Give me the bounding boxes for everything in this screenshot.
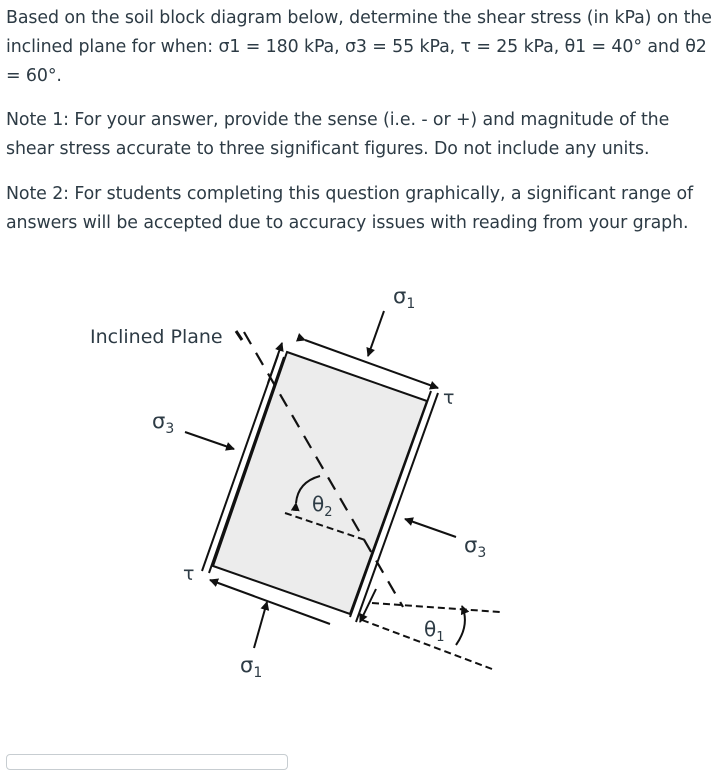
soil-block-diagram (0, 270, 719, 700)
answer-input[interactable] (6, 754, 288, 770)
question-note-1: Note 1: For your answer, provide the sense (i.e. - or +) and magnitude of the shear stress accurate to three significant figures. Do not include any units. (6, 110, 670, 159)
sigma3-arrow-left (185, 432, 234, 449)
sigma1-top-label: $\sigma_1$ (393, 284, 416, 312)
theta1-label: $\theta_1$ (424, 617, 445, 645)
sigma3-left-label: $\sigma_3$ (152, 409, 175, 437)
sigma3-right-label: $\sigma_3$ (464, 533, 487, 561)
tau-right-label: τ (443, 387, 455, 409)
inclined-plane-label: Inclined Plane (90, 326, 223, 348)
theta2-label: $\theta_2$ (312, 492, 333, 520)
question-note-2: Note 2: For students completing this question graphically, a significant range of answers will be accepted due to accuracy issues with reading from your graph. (6, 184, 694, 233)
sigma1-arrow-top (368, 311, 384, 356)
soil-block (213, 352, 427, 614)
theta1-arc (456, 606, 465, 645)
sigma3-arrow-right (405, 519, 456, 537)
theta1-reference-horizontal (372, 603, 500, 612)
question-text (6, 4, 716, 254)
sigma1-arrow-bottom (254, 602, 267, 648)
inclined-plane-pointer (236, 331, 242, 340)
question-intro: Based on the soil block diagram below, determine the shear stress (in kPa) on the inclined plane for when: σ1 = 180 kPa, σ3 = 55 kPa, τ = 25 kPa, θ1 = 40° and θ2 = 60°. (6, 8, 712, 86)
sigma1-bottom-label: $\sigma_1$ (240, 653, 263, 681)
tau-left-label: τ (183, 563, 195, 585)
